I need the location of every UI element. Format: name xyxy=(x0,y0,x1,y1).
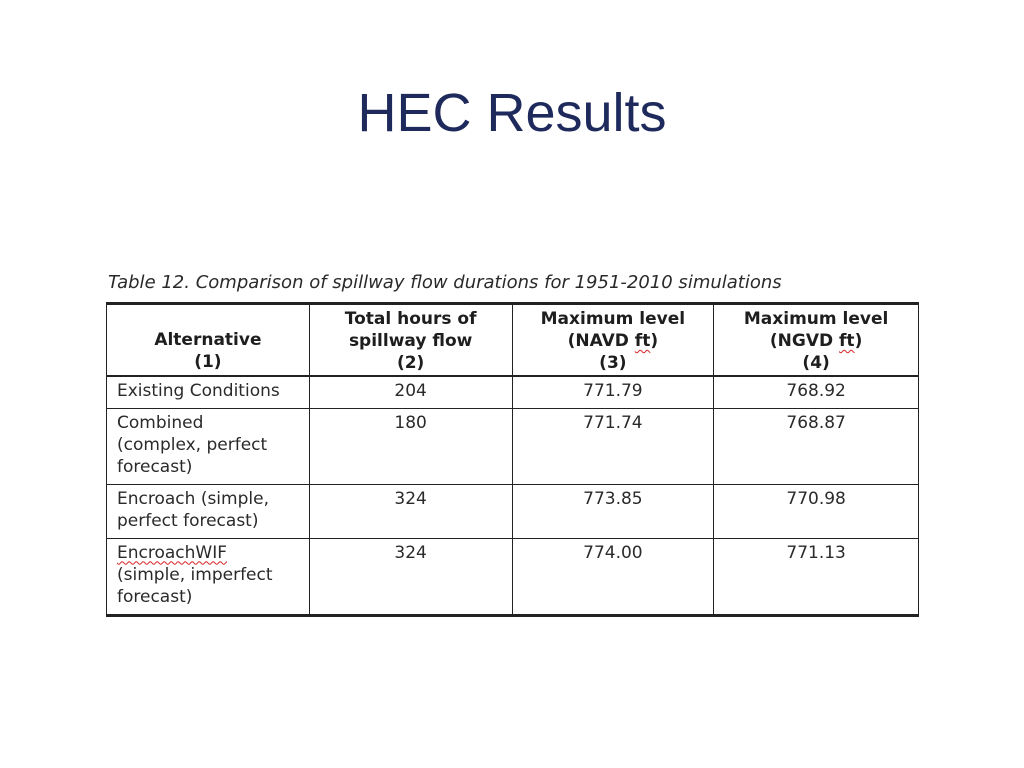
cell-hours: 204 xyxy=(309,376,512,409)
cell-line-misspelled: EncroachWIF xyxy=(117,542,228,563)
header-line: Maximum level xyxy=(743,309,889,329)
cell-line: forecast) xyxy=(117,456,193,477)
cell-navd: 774.00 xyxy=(512,538,714,615)
header-unit-prefix: (NAVD xyxy=(567,331,635,351)
header-line: spillway flow xyxy=(348,331,473,351)
header-line: (4) xyxy=(802,353,830,373)
cell-alternative xyxy=(107,408,310,484)
table-header-row xyxy=(107,304,919,376)
header-unit-word: ft xyxy=(634,331,651,351)
header-unit-line xyxy=(720,330,912,352)
header-line: Alternative xyxy=(154,329,262,350)
cell-line: (simple, imperfect xyxy=(117,564,273,585)
cell-line: Combined xyxy=(117,412,204,433)
cell-navd: 773.85 xyxy=(512,484,714,538)
header-total-hours xyxy=(309,304,512,376)
header-unit-word: ft xyxy=(839,331,855,351)
header-line: (1) xyxy=(194,351,222,372)
cell-ngvd: 768.92 xyxy=(714,376,919,409)
header-max-level-ngvd xyxy=(714,304,919,376)
header-line: (2) xyxy=(396,353,425,373)
cell-hours: 324 xyxy=(309,538,512,615)
table-row xyxy=(107,376,919,409)
cell-ngvd: 771.13 xyxy=(714,538,919,615)
results-table xyxy=(106,302,919,617)
cell-navd: 771.74 xyxy=(512,408,714,484)
header-unit-suffix: ) xyxy=(854,331,863,351)
slide-title: HEC Results xyxy=(357,83,667,143)
table-row xyxy=(107,538,919,615)
cell-ngvd: 768.87 xyxy=(714,408,919,484)
cell-navd: 771.79 xyxy=(512,376,714,409)
cell-hours: 180 xyxy=(309,408,512,484)
header-unit-suffix: ) xyxy=(650,331,659,351)
cell-line: (complex, perfect xyxy=(117,434,268,455)
header-max-level-navd xyxy=(512,304,714,376)
header-unit-line xyxy=(519,330,708,352)
table-caption: Table 12. Comparison of spillway flow durations for 1951-2010 simulations xyxy=(108,272,782,293)
cell-line: forecast) xyxy=(117,586,193,607)
cell-alternative xyxy=(107,538,310,615)
header-line: (3) xyxy=(599,353,627,373)
cell-line: perfect forecast) xyxy=(117,510,259,531)
header-unit-prefix: (NGVD xyxy=(769,331,840,351)
cell-ngvd: 770.98 xyxy=(714,484,919,538)
header-line: Maximum level xyxy=(540,309,686,329)
table-row xyxy=(107,408,919,484)
cell-line: Existing Conditions xyxy=(117,380,280,401)
header-line: Total hours of xyxy=(344,309,477,329)
header-alternative xyxy=(107,304,310,376)
cell-alternative xyxy=(107,376,310,409)
cell-line: Encroach (simple, xyxy=(117,488,269,509)
table-row xyxy=(107,484,919,538)
cell-hours: 324 xyxy=(309,484,512,538)
cell-alternative xyxy=(107,484,310,538)
